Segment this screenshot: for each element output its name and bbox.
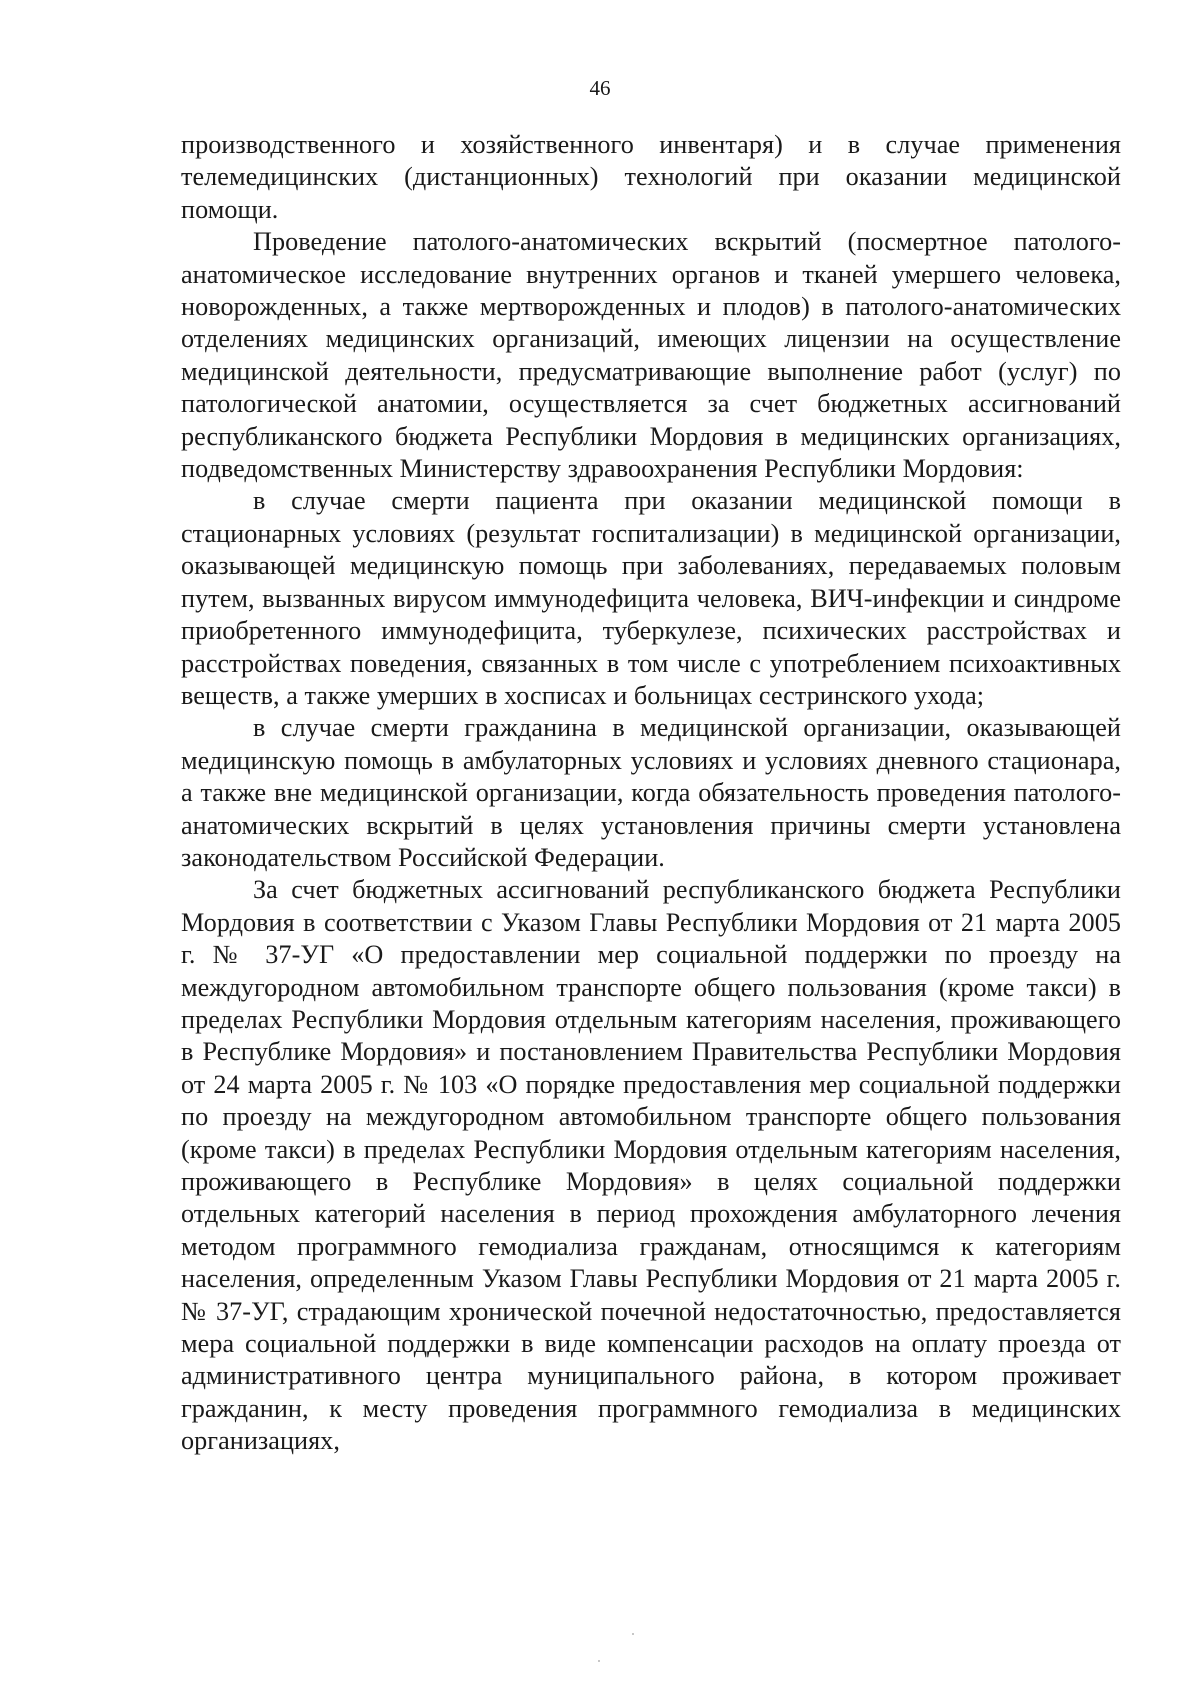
scan-speck	[632, 1633, 634, 1635]
paragraph-continuation: производственного и хозяйственного инвентаря) и в случае применения телемедицинских (дистанционных) технологий при оказании медицинской помощи.	[181, 130, 1121, 224]
page-number: 46	[589, 76, 611, 100]
scan-speck	[598, 1660, 600, 1662]
document-body	[181, 129, 1121, 1458]
paragraph-autopsy-funding: Проведение патолого-анатомических вскрытий (посмертное патолого-анатомическое исследование внутренних органов и тканей умершего человека, новорожденных, а также мертворожденных и плодов) в патолого-анатомических отделениях медицинских организаций, имеющих лицензии на осуществление медицинской деятельности, предусматривающие выполнение работ (услуг) по патологической анатомии, осуществляется за счет бюджетных ассигнований республиканского бюджета Республики Мордовия в медицинских организациях, подведомственных Министерству здравоохранения Республики Мордовия:	[181, 227, 1121, 484]
paragraph-inpatient-death-case: в случае смерти пациента при оказании медицинской помощи в стационарных условиях (результат госпитализации) в медицинской организации, оказывающей медицинскую помощь при заболеваниях, передаваемых половым путем, вызванных вирусом иммунодефицита человека, ВИЧ-инфекции и синдроме приобретенного иммунодефицита, туберкулезе, психических расстройствах и расстройствах поведения, связанных в том числе с употреблением психоактивных веществ, а также умерших в хосписах и больницах сестринского ухода;	[181, 486, 1121, 710]
paragraph-outpatient-death-case: в случае смерти гражданина в медицинской организации, оказывающей медицинскую помощь в амбулаторных условиях и условиях дневного стационара, а также вне медицинской организации, когда обязательность проведения патолого-анатомических вскрытий в целях установления причины смерти установлена законодательством Российской Федерации.	[181, 713, 1121, 872]
paragraph-social-support: За счет бюджетных ассигнований республиканского бюджета Республики Мордовия в соответствии с Указом Главы Республики Мордовия от 21 марта 2005 г. № 37-УГ «О предоставлении мер социальной поддержки по проезду на междугородном автомобильном транспорте общего пользования (кроме такси) в пределах Республики Мордовия отдельным категориям населения, проживающего в Республике Мордовия» и постановлением Правительства Республики Мордовия от 24 марта 2005 г. № 103 «О порядке предоставления мер социальной поддержки по проезду на междугородном автомобильном транспорте общего пользования (кроме такси) в пределах Республики Мордовия отдельным категориям населения, проживающего в Республике Мордовия» в целях социальной поддержки отдельных категорий населения в период прохождения амбулаторного лечения методом программного гемодиализа гражданам, относящимся к категориям населения, определенным Указом Главы Республики Мордовия от 21 марта 2005 г. № 37-УГ, страдающим хронической почечной недостаточностью, предоставляется мера социальной поддержки в виде компенсации расходов на оплату проезда от административного центра муниципального района, в котором проживает гражданин, к месту проведения программного гемодиализа в медицинских организациях,	[181, 875, 1121, 1456]
